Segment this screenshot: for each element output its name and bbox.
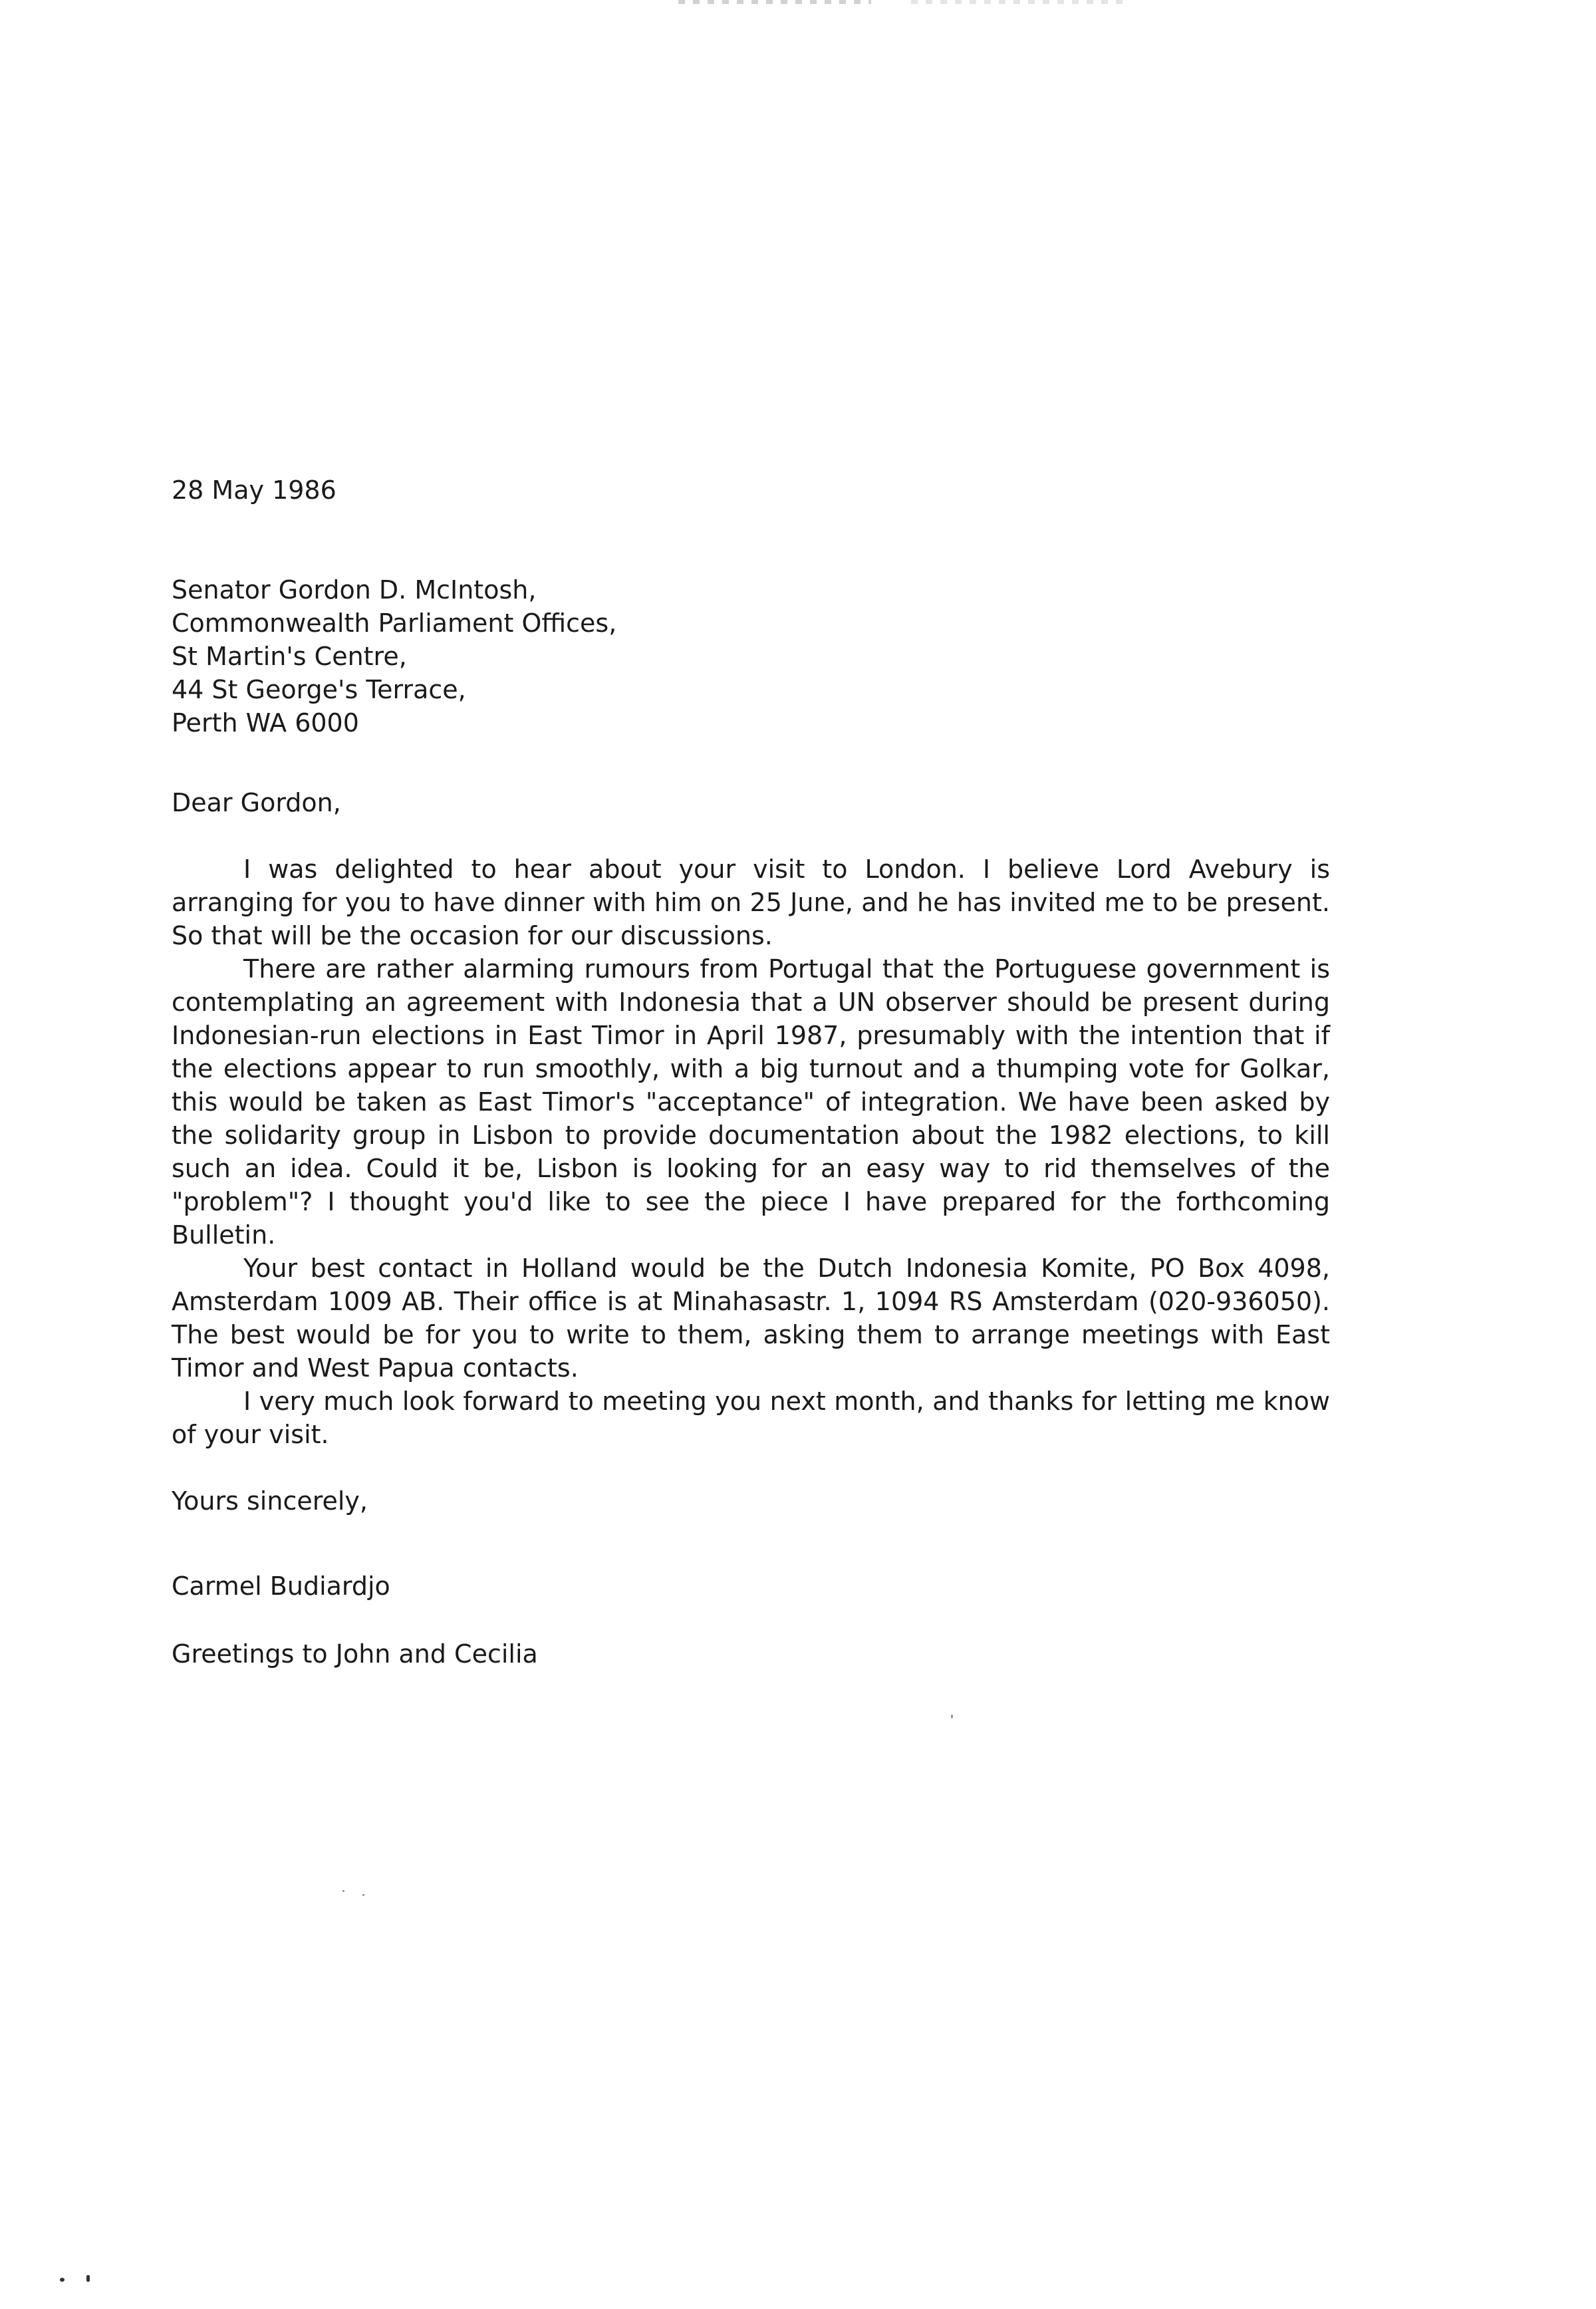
signature-name: Carmel Budiardjo: [172, 1571, 390, 1601]
letter-body: [172, 474, 1330, 1671]
letter-text: [172, 853, 1330, 1451]
scan-speck: [60, 2278, 65, 2282]
address-line: Perth WA 6000: [172, 708, 359, 738]
paragraph: There are rather alarming rumours from Portugal that the Portuguese government is contemplating an agreement with Indonesia that a UN observer should be present during Indonesian-run elections in East Timor in April 1987, presumably with the intention that if the elections appear to run smoothly, with a big turnout and a thumping vote for Golkar, this would be taken as East Timor's "acceptance" of integration. We have been asked by the solidarity group in Lisbon to provide documentation about the 1982 elections, to kill such an idea. Could it be, Lisbon is looking for an easy way to rid themselves of the "problem"? I thought you'd like to see the piece I have prepared for the forthcoming Bulletin.: [172, 954, 1330, 1250]
scan-speck: [362, 1894, 364, 1896]
scan-artifact: [911, 0, 1130, 4]
letter-date: 28 May 1986: [172, 475, 336, 505]
scan-speck: [951, 1714, 953, 1718]
address-line: St Martin's Centre,: [172, 642, 407, 671]
paragraph: I very much look forward to meeting you next month, and thanks for letting me know of your visit.: [172, 1387, 1330, 1449]
paragraph: Your best contact in Holland would be the Dutch Indonesia Komite, PO Box 4098, Amsterdam 1009 AB. Their office is at Minahasastr. 1, 1094 RS Amsterdam (020-936050). The best would be for you to write to them, asking them to arrange meetings with East Timor and West Papua contacts.: [172, 1254, 1330, 1383]
recipient-address: [172, 573, 1330, 740]
closing: Yours sincerely,: [172, 1486, 368, 1516]
scan-artifact: [678, 0, 871, 4]
address-line: Commonwealth Parliament Offices,: [172, 609, 617, 638]
postscript: Greetings to John and Cecilia: [172, 1639, 538, 1669]
address-line: Senator Gordon D. McIntosh,: [172, 575, 537, 605]
paragraph: I was delighted to hear about your visit to London. I believe Lord Avebury is arranging for you to have dinner with him on 25 June, and he has invited me to be present. So that will be the occasion for our discussions.: [172, 855, 1330, 950]
salutation: Dear Gordon,: [172, 788, 341, 817]
scan-speck: [86, 2275, 90, 2282]
scan-speck: [342, 1890, 344, 1892]
address-line: 44 St George's Terrace,: [172, 675, 466, 704]
